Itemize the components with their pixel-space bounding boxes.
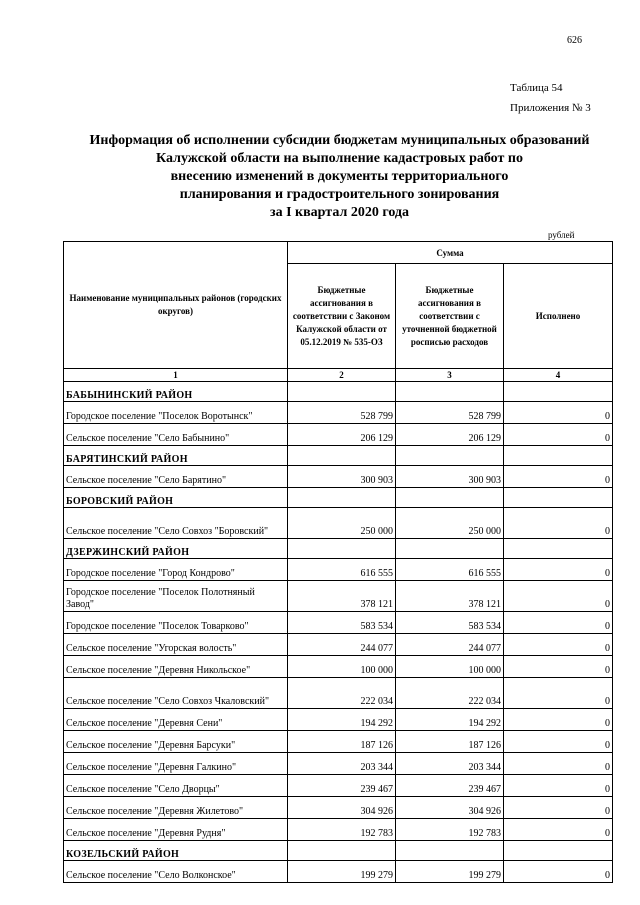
municipality-name: Сельское поселение "Деревня Барсуки" [64,731,288,753]
executed-value: 0 [504,819,613,841]
executed-value: 0 [504,634,613,656]
municipality-name: Сельское поселение "Деревня Жилетово" [64,797,288,819]
municipality-name: Сельское поселение "Деревня Рудня" [64,819,288,841]
law-allocation-value: 616 555 [288,559,396,581]
law-allocation-value: 528 799 [288,402,396,424]
region-row [64,539,613,559]
municipality-name: Сельское поселение "Село Совхоз Чкаловский" [64,678,288,709]
table-row [64,709,613,731]
executed-value: 0 [504,402,613,424]
executed-value: 0 [504,797,613,819]
municipality-name: Сельское поселение "Село Барятино" [64,466,288,488]
region-row [64,382,613,402]
revised-allocation-value: 616 555 [396,559,504,581]
empty-cell [396,841,504,861]
table-row [64,656,613,678]
table-body [64,382,613,883]
law-allocation-value: 239 467 [288,775,396,797]
executed-value: 0 [504,559,613,581]
title-line: планирования и градостроительного зонирования [179,187,500,202]
table-row [64,753,613,775]
revised-allocation-value: 528 799 [396,402,504,424]
table-row [64,559,613,581]
revised-allocation-value: 192 783 [396,819,504,841]
law-allocation-value: 206 129 [288,424,396,446]
revised-allocation-value: 194 292 [396,709,504,731]
executed-value: 0 [504,612,613,634]
law-allocation-value: 187 126 [288,731,396,753]
revised-allocation-value: 300 903 [396,466,504,488]
empty-cell [396,382,504,402]
region-name: БАБЫНИНСКИЙ РАЙОН [64,382,288,402]
executed-value: 0 [504,861,613,883]
executed-value: 0 [504,709,613,731]
municipality-name: Городское поселение "Поселок Товарково" [64,612,288,634]
page-number: 626 [567,35,582,46]
executed-value: 0 [504,508,613,539]
revised-allocation-value: 203 344 [396,753,504,775]
executed-value: 0 [504,466,613,488]
header-col-number: 1 [64,369,288,382]
table-row [64,819,613,841]
revised-allocation-value: 199 279 [396,861,504,883]
municipality-name: Сельское поселение "Угорская волость" [64,634,288,656]
table-row [64,612,613,634]
header-col-number: 2 [288,369,396,382]
title-line: за I квартал 2020 года [269,205,409,220]
title-line: Информация об исполнении субсидии бюджетам муниципальных образований [89,133,590,148]
region-row [64,446,613,466]
executed-value: 0 [504,581,613,612]
region-name: БАРЯТИНСКИЙ РАЙОН [64,446,288,466]
municipality-name: Городское поселение "Поселок Полотняный Завод" [64,581,288,612]
law-allocation-value: 583 534 [288,612,396,634]
municipality-name: Сельское поселение "Село Волконское" [64,861,288,883]
empty-cell [396,488,504,508]
unit-label: рублей [548,230,575,240]
empty-cell [288,488,396,508]
header-col-number: 4 [504,369,613,382]
law-allocation-value: 203 344 [288,753,396,775]
municipality-name: Сельское поселение "Деревня Галкино" [64,753,288,775]
municipality-name: Сельское поселение "Село Бабынино" [64,424,288,446]
empty-cell [288,382,396,402]
region-name: ДЗЕРЖИНСКИЙ РАЙОН [64,539,288,559]
appendix-label: Приложения № 3 [510,102,591,114]
law-allocation-value: 199 279 [288,861,396,883]
revised-allocation-value: 583 534 [396,612,504,634]
table-row [64,731,613,753]
table-row [64,508,613,539]
table-row [64,402,613,424]
table-row [64,775,613,797]
law-allocation-value: 304 926 [288,797,396,819]
law-allocation-value: 250 000 [288,508,396,539]
municipality-name: Городское поселение "Поселок Воротынск" [64,402,288,424]
empty-cell [288,841,396,861]
empty-cell [504,488,613,508]
table-row [64,797,613,819]
document-title [62,132,617,222]
subsidy-table [63,241,613,883]
table-row [64,678,613,709]
empty-cell [504,539,613,559]
executed-value: 0 [504,678,613,709]
table-row [64,634,613,656]
table-row [64,424,613,446]
table-row [64,581,613,612]
revised-allocation-value: 244 077 [396,634,504,656]
revised-allocation-value: 100 000 [396,656,504,678]
region-name: КОЗЕЛЬСКИЙ РАЙОН [64,841,288,861]
header-sum: Сумма [288,242,613,264]
law-allocation-value: 222 034 [288,678,396,709]
title-line: Калужской области на выполнение кадастровых работ по [156,151,523,166]
title-line: внесению изменений в документы территориального [170,169,509,184]
table-number: Таблица 54 [510,82,563,94]
empty-cell [504,841,613,861]
revised-allocation-value: 378 121 [396,581,504,612]
empty-cell [288,539,396,559]
header-revised-allocations: Бюджетные ассигнования в соответствии с уточненной бюджетной росписью расходов [396,264,504,369]
empty-cell [504,382,613,402]
executed-value: 0 [504,731,613,753]
executed-value: 0 [504,424,613,446]
executed-value: 0 [504,656,613,678]
executed-value: 0 [504,775,613,797]
header-name-column: Наименование муниципальных районов (городских округов) [64,242,288,369]
header-executed: Исполнено [504,264,613,369]
region-row [64,841,613,861]
municipality-name: Сельское поселение "Село Дворцы" [64,775,288,797]
table-row [64,861,613,883]
municipality-name: Сельское поселение "Село Совхоз "Боровский" [64,508,288,539]
revised-allocation-value: 206 129 [396,424,504,446]
law-allocation-value: 378 121 [288,581,396,612]
revised-allocation-value: 304 926 [396,797,504,819]
empty-cell [396,539,504,559]
table-row [64,466,613,488]
region-row [64,488,613,508]
header-col-number: 3 [396,369,504,382]
executed-value: 0 [504,753,613,775]
empty-cell [504,446,613,466]
municipality-name: Городское поселение "Город Кондрово" [64,559,288,581]
municipality-name: Сельское поселение "Деревня Никольское" [64,656,288,678]
region-name: БОРОВСКИЙ РАЙОН [64,488,288,508]
law-allocation-value: 100 000 [288,656,396,678]
empty-cell [396,446,504,466]
revised-allocation-value: 239 467 [396,775,504,797]
law-allocation-value: 300 903 [288,466,396,488]
law-allocation-value: 192 783 [288,819,396,841]
law-allocation-value: 194 292 [288,709,396,731]
empty-cell [288,446,396,466]
law-allocation-value: 244 077 [288,634,396,656]
revised-allocation-value: 222 034 [396,678,504,709]
revised-allocation-value: 250 000 [396,508,504,539]
revised-allocation-value: 187 126 [396,731,504,753]
header-law-allocations: Бюджетные ассигнования в соответствии с Законом Калужской области от 05.12.2019 № 535-ОЗ [288,264,396,369]
municipality-name: Сельское поселение "Деревня Сени" [64,709,288,731]
